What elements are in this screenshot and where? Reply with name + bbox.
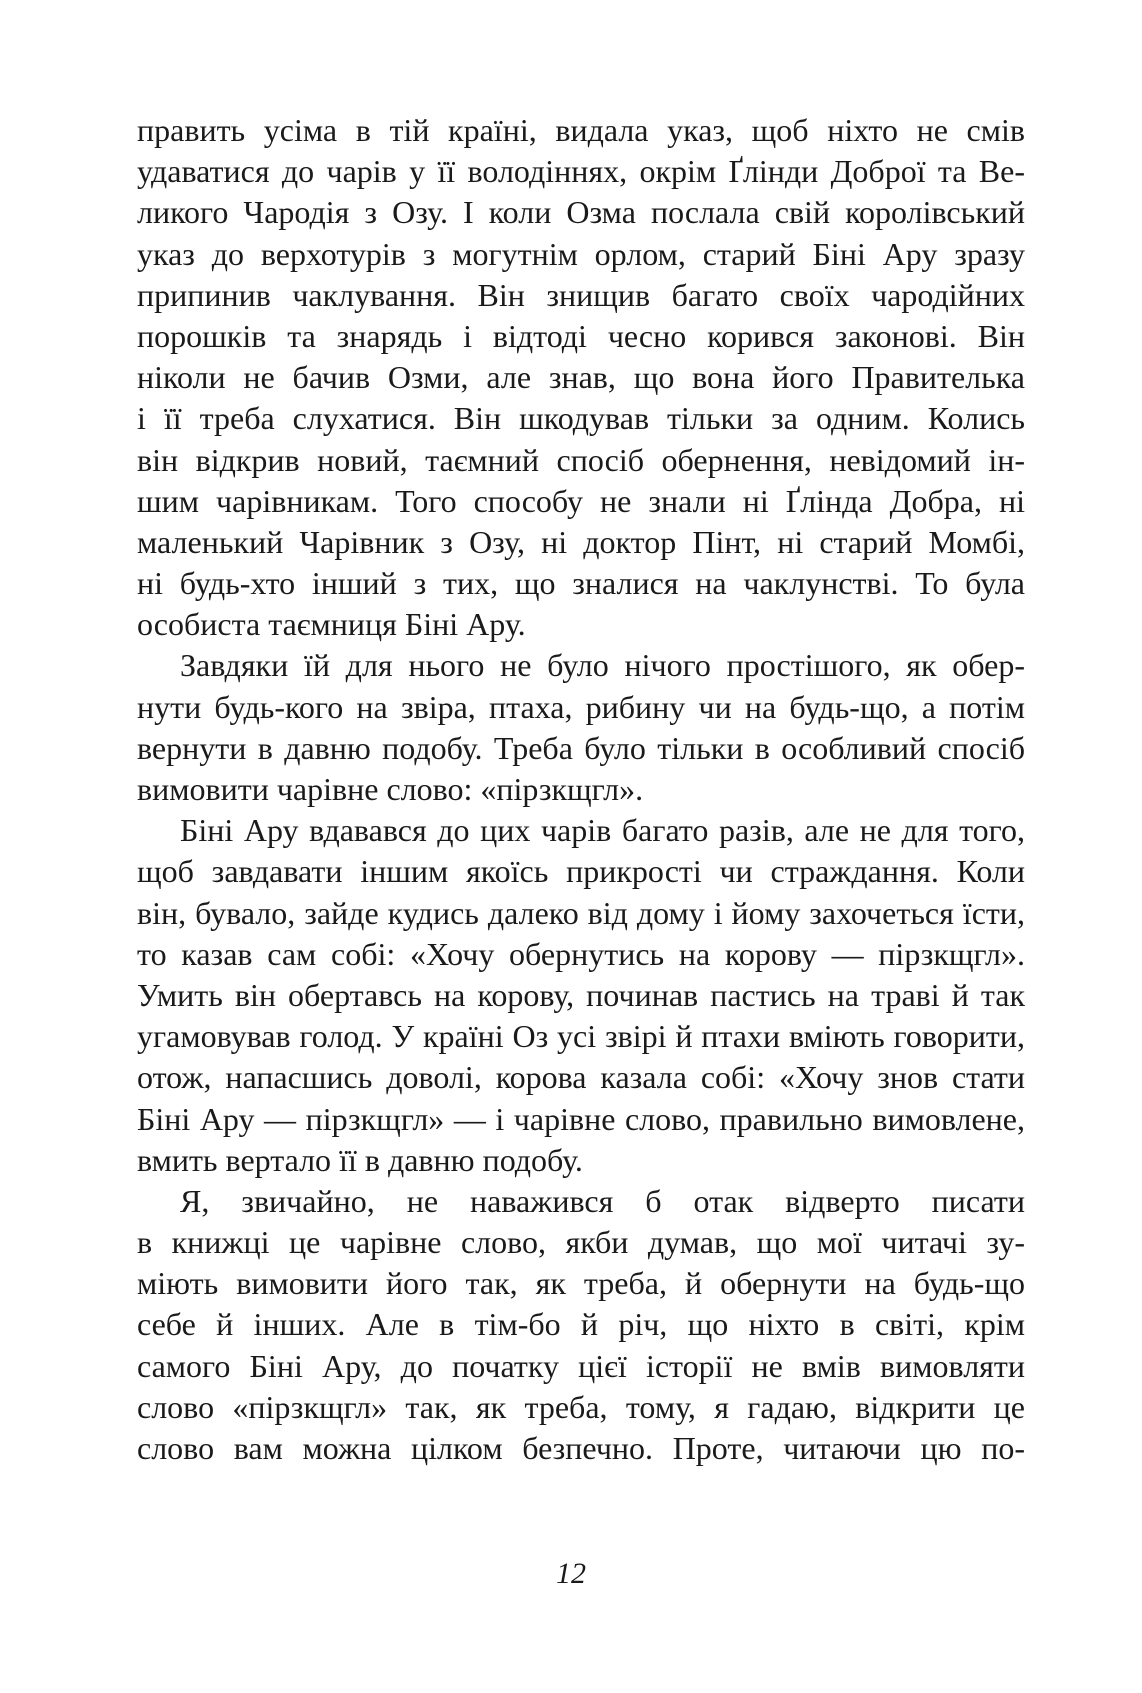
text-line: самого Біні Ару, до початку цієї історії не вмів вимовляти [137, 1347, 1025, 1384]
text-line: нути будь-кого на звіра, птаха, рибину чи на будь-що, а потім [137, 688, 1025, 725]
text-line: порошків та знарядь і відтоді чесно корився законові. Він [137, 317, 1025, 354]
text-line: себе й інших. Але в тім-бо й річ, що ніхто в світі, крім [137, 1306, 1025, 1343]
text-line: і її треба слухатися. Він шкодував тільки за одним. Колись [137, 400, 1025, 437]
text-line: в книжці це чарівне слово, якби думав, що мої читачі зу- [137, 1224, 1025, 1261]
page-number: 12 [556, 1557, 586, 1590]
text-line: Я, звичайно, не наважився б отак відверто писати [180, 1182, 1025, 1219]
text-line: міють вимовити його так, як треба, й обернути на будь-що [137, 1265, 1025, 1302]
text-line: він відкрив новий, таємний спосіб обернення, невідомий ін- [137, 441, 1025, 478]
text-line: указ до верхотурів з могутнім орлом, старий Біні Ару зразу [137, 235, 1025, 272]
body-text [137, 110, 1025, 1469]
text-line: Біні Ару вдавався до цих чарів багато разів, але не для того, [180, 812, 1025, 849]
text-line: припинив чаклування. Він знищив багато своїх чародійних [137, 276, 1025, 313]
text-line: вимовити чарівне слово: «пірзкщгл». [137, 771, 644, 807]
text-line: ніколи не бачив Озми, але знав, що вона його Правителька [137, 359, 1025, 396]
text-line: ні будь-хто інший з тих, що зналися на чаклунстві. То була [137, 565, 1025, 602]
text-line: шим чарівникам. Того способу не знали ні Ґлінда Добра, ні [137, 482, 1025, 519]
text-line: слово вам можна цілком безпечно. Проте, читаючи цю по- [137, 1430, 1025, 1466]
text-line: він, бувало, зайде кудись далеко від дому і йому захочеться їсти, [137, 894, 1025, 931]
text-line: щоб завдавати іншим якоїсь прикрості чи страждання. Коли [137, 853, 1025, 890]
text-line: ликого Чародія з Озу. І коли Озма послала свій королівський [137, 194, 1025, 231]
text-line: маленький Чарівник з Озу, ні доктор Пінт, ні старий Момбі, [137, 523, 1025, 560]
text-line: вмить вертало її в давню подобу. [137, 1141, 583, 1178]
text-line: угамовував голод. У країні Оз усі звірі й птахи вміють говорити, [137, 1018, 1025, 1055]
text-line: Умить він обертавсь на корову, починав пастись на траві й так [137, 976, 1025, 1013]
text-line: особиста таємниця Біні Ару. [137, 606, 526, 643]
text-line: удаватися до чарів у її володіннях, окрім Ґлінди Доброї та Ве- [137, 153, 1025, 190]
text-line: Біні Ару — пірзкщгл» — і чарівне слово, правильно вимовлене, [137, 1100, 1025, 1137]
text-line: Завдяки їй для нього не було нічого простішого, як обер- [180, 647, 1025, 684]
text-line: отож, напасшись доволі, корова казала собі: «Хочу знов стати [137, 1059, 1025, 1096]
text-line: вернути в давню подобу. Треба було тільки в особливий спосіб [137, 729, 1025, 766]
text-line: слово «пірзкщгл» так, як треба, тому, я гадаю, відкрити це [137, 1388, 1025, 1425]
text-line: то казав сам собі: «Хочу обернутись на корову — пірзкщгл». [137, 935, 1025, 972]
text-line: править усіма в тій країні, видала указ, щоб ніхто не смів [137, 112, 1025, 148]
